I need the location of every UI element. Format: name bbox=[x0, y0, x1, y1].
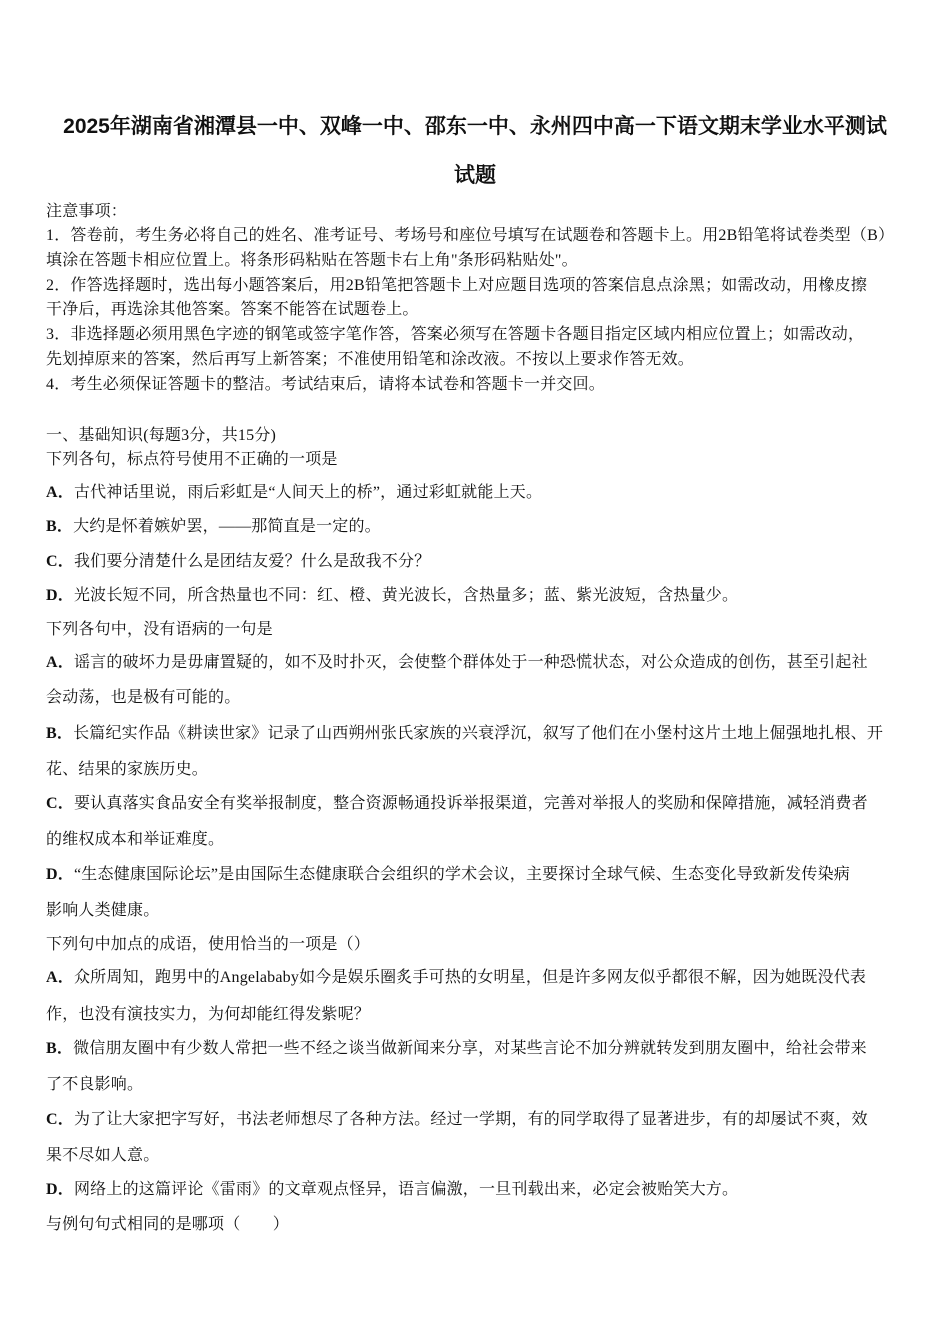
notice-line: 先划掉原来的答案，然后再写上新答案；不准使用铅笔和涂改液。不按以上要求作答无效。 bbox=[46, 351, 695, 368]
notice-line: 干净后，再选涂其他答案。答案不能答在试题卷上。 bbox=[46, 301, 419, 318]
option-label: D． bbox=[46, 1181, 74, 1198]
option-label: C． bbox=[46, 795, 74, 812]
option-text: 我们要分清楚什么是团结友爱？什么是敌我不分？ bbox=[73, 553, 431, 570]
option-b bbox=[46, 517, 381, 537]
option-text: 光波长短不同，所含热量也不同：红、橙、黄光波长，含热量多；蓝、紫光波短，含热量少。 bbox=[73, 587, 739, 604]
option-text: 要认真落实食品安全有奖举报制度，整合资源畅通投诉举报渠道，完善对举报人的奖励和保障措施，减轻消费者 bbox=[73, 795, 868, 812]
option-text: 为了让大家把字写好，书法老师想尽了各种方法。经过一学期，有的同学取得了显著进步，有的却屡试不爽，效 bbox=[73, 1111, 868, 1128]
option-d-continued: 影响人类健康。 bbox=[46, 902, 160, 919]
option-label: B． bbox=[46, 725, 74, 742]
option-text: 众所周知，跑男中的Angelababy如今是娱乐圈炙手可热的女明星，但是许多网友似乎都很不解，因为她既没代表 bbox=[73, 969, 867, 986]
option-c bbox=[46, 794, 868, 814]
option-a bbox=[46, 968, 866, 988]
option-label: B． bbox=[46, 1040, 74, 1057]
option-c-continued: 果不尽如人意。 bbox=[46, 1147, 160, 1164]
question-stem: 与例句句式相同的是哪项（ ） bbox=[46, 1216, 290, 1233]
option-a bbox=[46, 653, 868, 673]
option-c-continued: 的维权成本和举证难度。 bbox=[46, 831, 225, 848]
option-a-continued: 作，也没有演技实力，为何却能红得发紫呢？ bbox=[46, 1006, 371, 1023]
notice-line: 2．作答选择题时，选出每小题答案后，用2B铅笔把答题卡上对应题目选项的答案信息点涂黑；如需改动，用橡皮擦 bbox=[46, 277, 868, 294]
option-label: A． bbox=[46, 969, 74, 986]
notice-line: 填涂在答题卡相应位置上。将条形码粘贴在答题卡右上角"条形码粘贴处"。 bbox=[46, 252, 578, 269]
option-text: 网络上的这篇评论《雷雨》的文章观点怪异，语言偏激，一旦刊载出来，必定会被贻笑大方。 bbox=[73, 1181, 739, 1198]
document-title-continued: 试题 bbox=[454, 164, 496, 187]
notice-heading: 注意事项： bbox=[46, 203, 128, 220]
option-text: 长篇纪实作品《耕读世家》记录了山西朔州张氏家族的兴衰浮沉，叙写了他们在小堡村这片土地上倔强地扎根、开 bbox=[73, 725, 884, 742]
question-stem: 下列各句中，没有语病的一句是 bbox=[46, 621, 273, 638]
option-label: B． bbox=[46, 518, 74, 535]
notice-line: 3．非选择题必须用黑色字迹的钢笔或签字笔作答，答案必须写在答题卡各题目指定区域内相应位置上；如需改动， bbox=[46, 326, 865, 343]
option-text: “生态健康国际论坛”是由国际生态健康联合会组织的学术会议，主要探讨全球气候、生态变化导致新发传染病 bbox=[73, 866, 850, 883]
option-text: 微信朋友圈中有少数人常把一些不经之谈当做新闻来分享，对某些言论不加分辨就转发到朋友圈中，给社会带来 bbox=[73, 1040, 867, 1057]
option-label: A． bbox=[46, 654, 74, 671]
option-label: D． bbox=[46, 587, 74, 604]
option-b bbox=[46, 1039, 867, 1059]
section-heading: 一、基础知识(每题3分，共15分) bbox=[46, 427, 277, 444]
option-d bbox=[46, 1180, 738, 1200]
option-c bbox=[46, 1110, 868, 1130]
notice-line: 4．考生必须保证答题卡的整洁。考试结束后，请将本试卷和答题卡一并交回。 bbox=[46, 376, 606, 393]
option-label: D． bbox=[46, 866, 74, 883]
notice-line: 1．答卷前，考生务必将自己的姓名、准考证号、考场号和座位号填写在试题卷和答题卡上。用2B铅笔将试卷类型（B） bbox=[46, 227, 895, 244]
option-d bbox=[46, 865, 850, 885]
option-b bbox=[46, 724, 883, 744]
option-text: 古代神话里说，雨后彩虹是“人间天上的桥”，通过彩虹就能上天。 bbox=[73, 484, 543, 501]
option-a-continued: 会动荡，也是极有可能的。 bbox=[46, 689, 241, 706]
question-stem: 下列各句，标点符号使用不正确的一项是 bbox=[46, 451, 338, 468]
option-d bbox=[46, 586, 738, 606]
document-title: 2025年湖南省湘潭县一中、双峰一中、邵东一中、永州四中高一下语文期末学业水平测试 bbox=[63, 115, 887, 138]
option-a bbox=[46, 483, 542, 503]
question-stem: 下列句中加点的成语，使用恰当的一项是（） bbox=[46, 936, 371, 953]
option-label: A． bbox=[46, 484, 74, 501]
option-text: 大约是怀着嫉妒罢，——那简直是一定的。 bbox=[73, 518, 381, 535]
option-text: 谣言的破坏力是毋庸置疑的，如不及时扑灭，会使整个群体处于一种恐慌状态，对公众造成的创伤，甚至引起社 bbox=[73, 654, 868, 671]
option-c bbox=[46, 552, 430, 572]
option-b-continued: 花、结果的家族历史。 bbox=[46, 761, 209, 778]
option-b-continued: 了不良影响。 bbox=[46, 1076, 144, 1093]
option-label: C． bbox=[46, 1111, 74, 1128]
option-label: C． bbox=[46, 553, 74, 570]
